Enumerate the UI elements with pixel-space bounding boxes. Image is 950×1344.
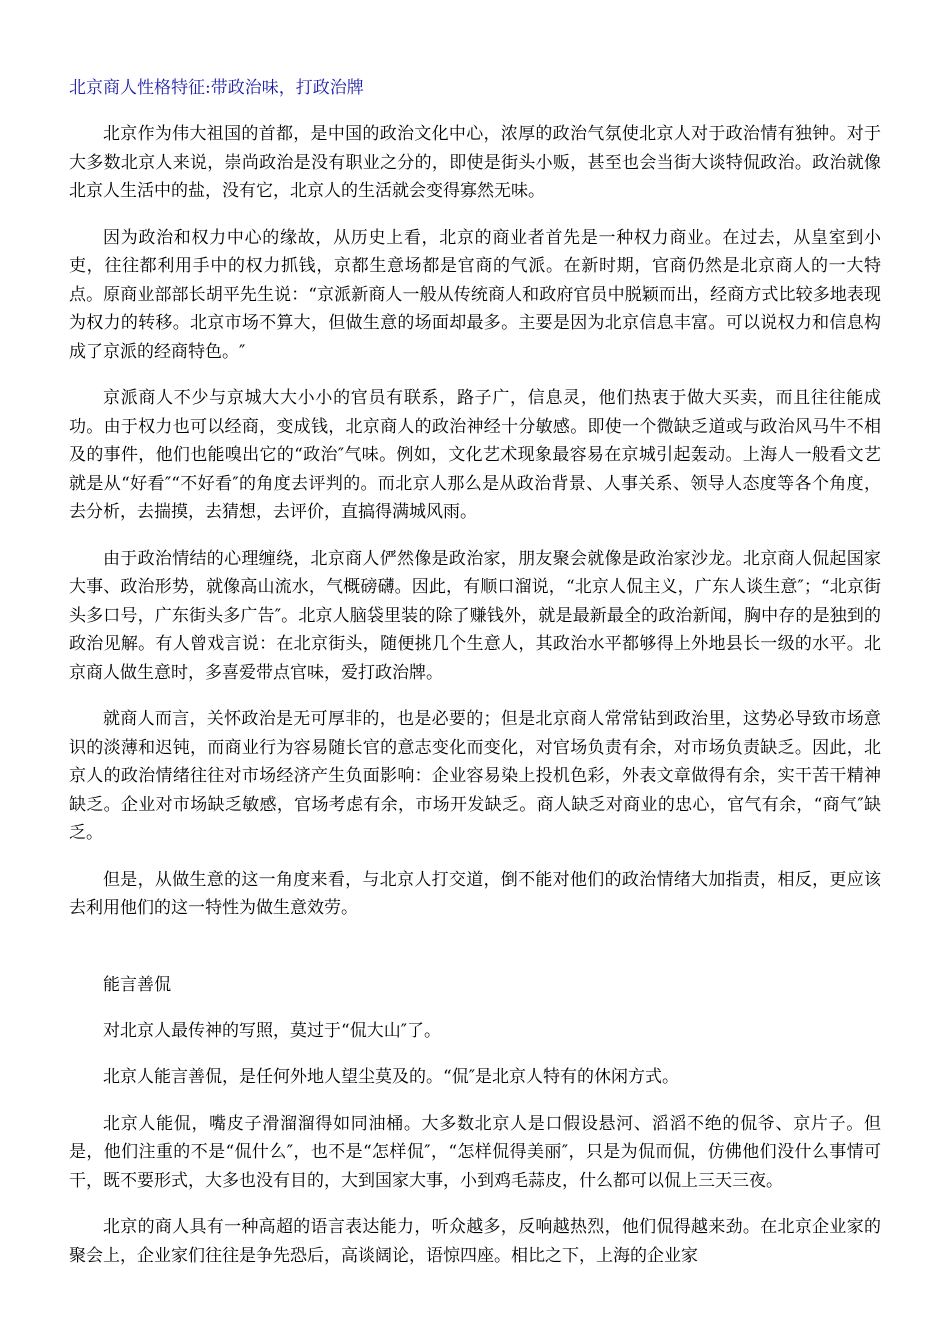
paragraph: 因为政治和权力中心的缘故，从历史上看，北京的商业者首先是一种权力商业。在过去，从皇室到小吏，往往都利用手中的权力抓钱，京都生意场都是官商的气派。在新时期，官商仍然是北京商人的一大特点。原商业部部长胡平先生说：“京派新商人一般从传统商人和政府官员中脱颖而出，经商方式比较多地表现为权力的转移。北京市场不算大，但做生意的场面却最多。主要是因为北京信息丰富。可以说权力和信息构成了京派的经商特色。″ — [69, 227, 881, 362]
paragraph: 就商人而言，关怀政治是无可厚非的，也是必要的；但是北京商人常常钻到政治里，这势必导致市场意识的淡薄和迟钝，而商业行为容易随长官的意志变化而变化，对官场负责有余，对市场负责缺乏。因此，北京人的政治情绪往往对市场经济产生负面影响：企业容易染上投机色彩，外表文章做得有余，实干苦干精神缺乏。企业对市场缺乏敏感，官场考虑有余，市场开发缺乏。商人缺乏对商业的忠心，官气有余，“商气″缺乏。 — [69, 709, 881, 843]
paragraph: 北京的商人具有一种高超的语言表达能力，听众越多，反响越热烈，他们侃得越来劲。在北京企业家的聚会上，企业家们往往是争先恐后，高谈阔论，语惊四座。相比之下，上海的企业家 — [69, 1217, 881, 1266]
document-title: 北京商人性格特征:带政治味，打政治牌 — [69, 78, 364, 98]
paragraph: 京派商人不少与京城大大小小的官员有联系，路子广，信息灵，他们热衷于做大买卖，而且往往能成功。由于权力也可以经商，变成钱，北京商人的政治神经十分敏感。即使一个微缺乏道或与政治风马牛不相及的事件，他们也能嗅出它的“政治″气味。例如，文化艺术现象最容易在京城引起轰动。上海人一般看文艺就是从“好看″“不好看″的角度去评判的。而北京人那么是从政治背景、人事关系、领导人态度等各个角度，去分析，去揣摸，去猜想，去评价，直搞得满城风雨。 — [69, 388, 881, 522]
paragraph: 对北京人最传神的写照，莫过于“侃大山″了。 — [103, 1020, 442, 1041]
paragraph: 但是，从做生意的这一角度来看，与北京人打交道，倒不能对他们的政治情绪大加指责，相反，更应该去利用他们的这一特性为做生意效劳。 — [69, 869, 881, 918]
section-heading: 能言善侃 — [103, 974, 171, 995]
paragraph: 北京人能侃，嘴皮子滑溜溜得如同油桶。大多数北京人是口假设悬河、滔滔不绝的侃爷、京片子。但是，他们注重的不是“侃什么″，也不是“怎样侃″，“怎样侃得美丽″，只是为侃而侃，仿佛他们没什么事情可干，既不要形式，大多也没有目的，大到国家大事，小到鸡毛蒜皮，什么都可以侃上三天三夜。 — [69, 1113, 881, 1191]
document-page — [69, 74, 881, 1288]
paragraph: 北京作为伟大祖国的首都，是中国的政治文化中心，浓厚的政治气氛使北京人对于政治情有独钟。对于大多数北京人来说，崇尚政治是没有职业之分的，即使是街头小贩，甚至也会当街大谈特侃政治。政治就像北京人生活中的盐，没有它，北京人的生活就会变得寡然无味。 — [69, 124, 881, 201]
paragraph: 北京人能言善侃，是任何外地人望尘莫及的。“侃″是北京人特有的休闲方式。 — [103, 1067, 680, 1087]
section-spacer — [69, 941, 881, 971]
paragraph: 由于政治情结的心理缠绕，北京商人俨然像是政治家，朋友聚会就像是政治家沙龙。北京商人侃起国家大事、政治形势，就像高山流水，气概磅礴。因此，有顺口溜说，“北京人侃主义，广东人谈生意″；“北京街头多口号，广东街头多广告″。北京人脑袋里装的除了赚钱外，就是最新最全的政治新闻，胸中存的是独到的政治见解。有人曾戏言说：在北京街头，随便挑几个生意人，其政治水平都够得上外地县长一级的水平。北京商人做生意时，多喜爱带点官味，爱打政治牌。 — [69, 548, 881, 683]
